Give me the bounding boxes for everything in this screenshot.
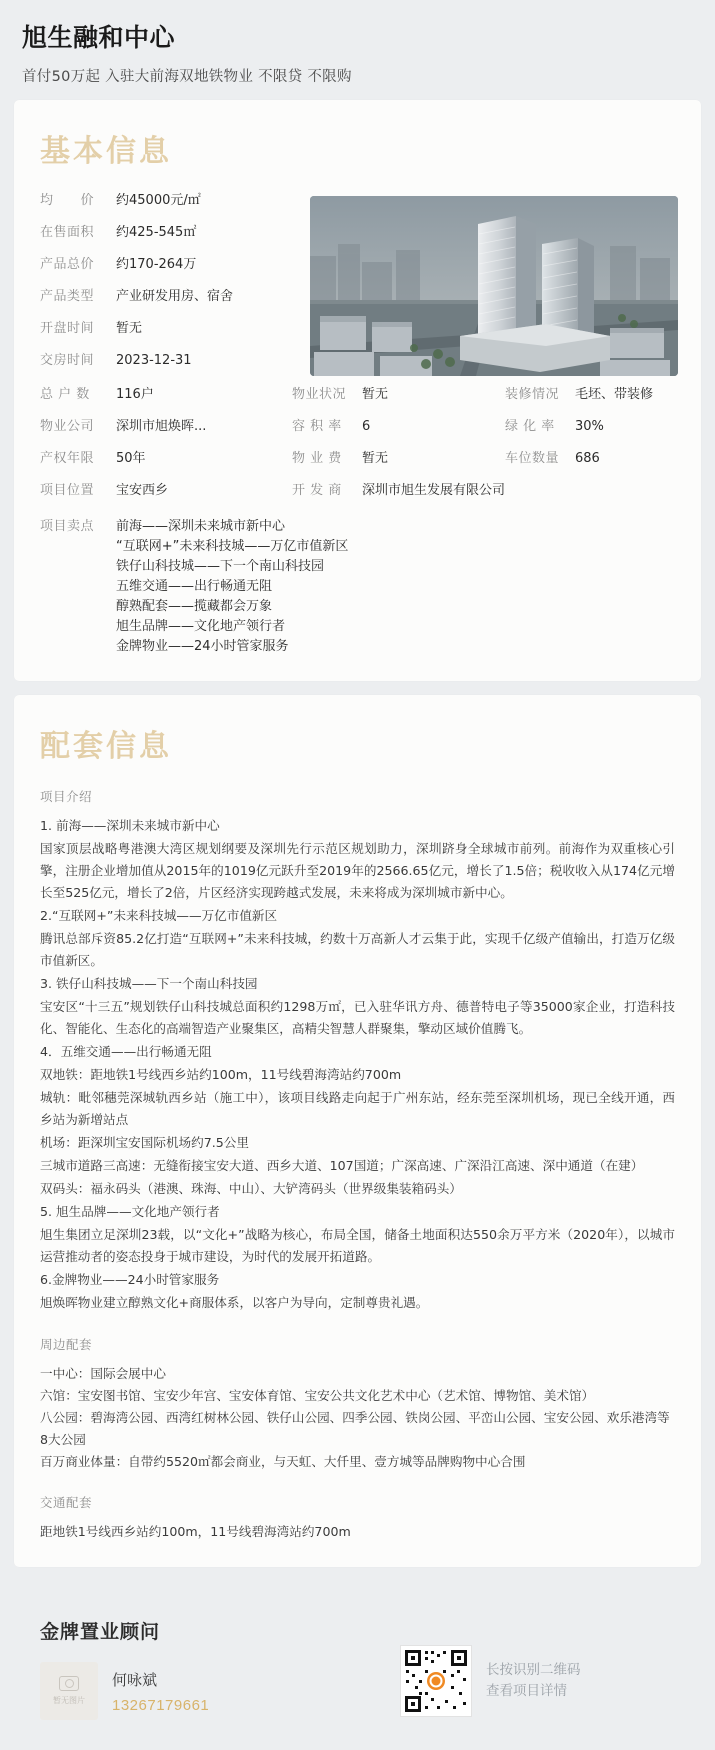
field-property-fee [292, 450, 505, 467]
intro-paragraph: 3. 铁仔山科技城——下一个南山科技园 [40, 976, 258, 991]
field-label: 车位数量 [505, 451, 560, 466]
qr-code-icon [401, 1646, 471, 1716]
field-value: 50年 [116, 451, 146, 466]
intro-paragraph: 机场：距深圳宝安国际机场约7.5公里 [40, 1135, 249, 1150]
field-value: 6 [362, 419, 371, 434]
intro-paragraph: 腾讯总部斥资85.2亿打造“互联网+”未来科技城，约数十万高新人才云集于此，实现千亿级产值输出，打造万亿级市值新区。 [40, 931, 675, 968]
page-title: 旭生融和中心 [22, 23, 176, 52]
field-product-type [40, 288, 292, 305]
field-value: 深圳市旭生发展有限公司 [362, 483, 506, 498]
field-label: 开 发 商 [292, 483, 342, 498]
qr-block [400, 1617, 581, 1717]
intro-paragraph: 双地铁：距地铁1号线西乡站约100m，11号线碧海湾站约700m [40, 1067, 402, 1082]
surrounding-label: 周边配套 [40, 1337, 93, 1352]
field-value: 2023-12-31 [116, 353, 192, 368]
intro-paragraph: 1. 前海——深圳未来城市新中心 [40, 818, 220, 833]
field-label: 装修情况 [505, 387, 560, 402]
intro-paragraph: 旭生集团立足深圳23载，以“文化+”战略为核心，布局全国，储备土地面积达550余万平方米（2020年），以城市运营推动者的姿态投身于城市建设，为时代的发展开拓道路。 [40, 1227, 675, 1264]
field-value: 暂无 [116, 321, 143, 336]
qr-caption-line: 长按识别二维码 [486, 1662, 581, 1678]
field-value: 约170-264万 [116, 257, 197, 272]
intro-paragraph: 旭焕晖物业建立醇熟文化+商服体系，以客户为导向，定制尊贵礼遇。 [40, 1295, 429, 1310]
traffic-list [40, 1521, 675, 1543]
field-total-price [40, 256, 292, 273]
photo-placeholder-text: 暂无图片 [53, 1696, 85, 1705]
basic-info-left-fields [40, 192, 292, 384]
surrounding-item: 一中心：国际会展中心 [40, 1366, 166, 1381]
field-opening-time [40, 320, 292, 337]
intro-paragraph: 宝安区“十三五”规划铁仔山科技城总面积约1298万㎡，已入驻华讯方舟、德普特电子等35000家企业，打造科技化、智能化、生态化的高端智造产业聚集区，高精尖智慧人群聚集，擎动区域价值腾飞。 [40, 999, 675, 1036]
field-label: 产权年限 [40, 451, 95, 466]
field-area-on-sale [40, 224, 292, 241]
selling-points-list [116, 517, 348, 657]
field-label: 交房时间 [40, 353, 95, 368]
surrounding-item: 百万商业体量：自带约5520㎡都会商业，与天虹、大仟里、壹方城等品牌购物中心合围 [40, 1454, 526, 1469]
field-total-households [40, 386, 292, 403]
intro-paragraph: 三城市道路三高速：无缝衔接宝安大道、西乡大道、107国道；广深高速、广深沿江高速、深中通道（在建） [40, 1158, 644, 1173]
agent-name: 何咏斌 [112, 1670, 158, 1689]
selling-point-item: “互联网+”未来科技城——万亿市值新区 [116, 539, 349, 554]
field-label: 容 积 率 [292, 419, 342, 434]
field-label: 物业状况 [292, 387, 347, 402]
field-property-status [292, 386, 505, 403]
selling-point-item: 五维交通——出行畅通无阻 [116, 579, 273, 594]
field-value: 暂无 [362, 451, 389, 466]
field-value: 30% [575, 419, 604, 434]
basic-info-col-a [40, 386, 292, 514]
intro-paragraph: 国家顶层战略粤港澳大湾区规划纲要及深圳先行示范区规划助力，深圳跻身全球城市前列。前海作为双重核心引擎，注册企业增加值从2015年的1019亿元跃升至2019年的2566.65亿元，增长了1.5倍；税收收入从174亿元增长至525亿元，增长了2倍，片区经济实现跨越式发展，未来将成为深圳城市新中心。 [40, 841, 675, 900]
supporting-info-title: 配套信息 [40, 729, 172, 764]
field-value: 宝安西乡 [116, 483, 169, 498]
intro-paragraph: 4．五维交通——出行畅通无阻 [40, 1044, 212, 1059]
basic-info-grid [40, 386, 675, 514]
field-label: 物业公司 [40, 419, 95, 434]
selling-point-item: 前海——深圳未来城市新中心 [116, 519, 286, 534]
field-value: 毛坯、带装修 [575, 387, 654, 402]
field-developer [292, 482, 505, 499]
field-value: 686 [575, 451, 600, 466]
selling-points-label: 项目卖点 [40, 519, 95, 534]
qr-caption-line: 查看项目详情 [486, 1683, 567, 1699]
field-value: 约425-545㎡ [116, 225, 197, 240]
field-value: 深圳市旭焕晖... [116, 419, 207, 434]
field-value: 116户 [116, 387, 154, 402]
field-label: 绿 化 率 [505, 419, 555, 434]
intro-paragraph: 5. 旭生品牌——文化地产领行者 [40, 1204, 220, 1219]
selling-point-item: 旭生品牌——文化地产领行者 [116, 619, 286, 634]
agent-phone[interactable]: 13267179661 [112, 1696, 210, 1714]
surrounding-item: 六馆：宝安图书馆、宝安少年宫、宝安体育馆、宝安公共文化艺术中心（艺术馆、博物馆、美术馆） [40, 1388, 595, 1403]
spacer [40, 1473, 675, 1487]
intro-paragraphs [40, 815, 675, 1314]
intro-paragraph: 城轨：毗邻穗莞深城轨西乡站（施工中），该项目线路走向起于广州东站，经东莞至深圳机场，现已全线开通，西乡站为新增站点 [40, 1090, 675, 1127]
intro-paragraph: 2.“互联网+”未来科技城——万亿市值新区 [40, 908, 278, 923]
qr-code[interactable] [400, 1645, 472, 1717]
field-unit-price [40, 192, 292, 209]
rendering-illustration [310, 196, 678, 376]
field-label: 开盘时间 [40, 321, 95, 336]
agent-section-title: 金牌置业顾问 [40, 1621, 161, 1643]
agent-info [112, 1669, 209, 1714]
field-label: 在售面积 [40, 225, 95, 240]
project-rendering-image [310, 196, 678, 376]
agent-row [40, 1662, 370, 1720]
field-label: 产品类型 [40, 289, 95, 304]
field-project-location [40, 482, 292, 499]
agent-photo-placeholder [40, 1662, 98, 1720]
field-label: 总 户 数 [40, 387, 90, 402]
traffic-item: 距地铁1号线西乡站约100m，11号线碧海湾站约700m [40, 1524, 351, 1539]
field-value: 暂无 [362, 387, 389, 402]
field-plot-ratio [292, 418, 505, 435]
field-property-rights-years [40, 450, 292, 467]
selling-point-item: 铁仔山科技城——下一个南山科技园 [116, 559, 325, 574]
intro-paragraph: 双码头：福永码头（港澳、珠海、中山）、大铲湾码头（世界级集装箱码头） [40, 1181, 462, 1196]
field-value: 约45000元/㎡ [116, 193, 201, 208]
field-label: 物 业 费 [292, 451, 342, 466]
basic-info-top [40, 192, 675, 384]
hero-image-container [310, 192, 678, 384]
traffic-label: 交通配套 [40, 1495, 93, 1510]
field-property-company [40, 418, 292, 435]
selling-point-item: 醇熟配套——揽藏都会万象 [116, 599, 273, 614]
basic-info-col-c [505, 386, 675, 514]
spacer [40, 1315, 675, 1329]
field-green-ratio [505, 418, 675, 435]
basic-info-card [14, 100, 701, 681]
surrounding-list [40, 1363, 675, 1473]
field-delivery-time [40, 352, 292, 369]
basic-info-title: 基本信息 [40, 134, 172, 169]
camera-icon [59, 1676, 79, 1691]
intro-paragraph: 6.金牌物业——24小时管家服务 [40, 1272, 220, 1287]
qr-caption [486, 1660, 581, 1702]
selling-points-block [40, 517, 675, 657]
field-label: 项目位置 [40, 483, 95, 498]
agent-block [40, 1617, 370, 1720]
surrounding-item: 八公园：碧海湾公园、西湾红树林公园、铁仔山公园、四季公园、铁岗公园、平峦山公园、宝安公园、欢乐港湾等8大公园 [40, 1410, 670, 1447]
field-decoration [505, 386, 675, 403]
selling-point-item: 金牌物业——24小时管家服务 [116, 639, 289, 654]
supporting-info-card [14, 695, 701, 1567]
field-value: 产业研发用房、宿舍 [116, 289, 234, 304]
field-parking-count [505, 450, 675, 467]
field-label: 产品总价 [40, 257, 95, 272]
field-label: 均 价 [40, 193, 95, 208]
page-subtitle: 首付50万起 入驻大前海双地铁物业 不限贷 不限购 [22, 69, 352, 85]
page-header [0, 0, 715, 100]
basic-info-col-b [292, 386, 505, 514]
footer [14, 1595, 701, 1750]
intro-label: 项目介绍 [40, 789, 93, 804]
